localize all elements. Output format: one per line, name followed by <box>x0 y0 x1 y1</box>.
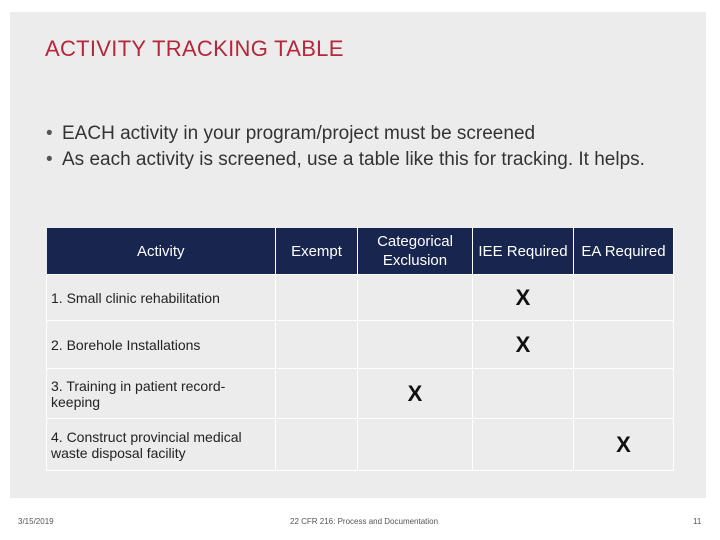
iee-required-cell <box>473 419 574 471</box>
ea-required-cell <box>574 275 674 321</box>
table-row <box>47 321 674 369</box>
bullet-list <box>46 121 686 173</box>
categorical-exclusion-cell <box>358 321 473 369</box>
header-exempt: Exempt <box>276 228 358 275</box>
categorical-exclusion-cell <box>358 275 473 321</box>
activity-tracking-table <box>46 228 674 471</box>
header-ea-required: EA Required <box>574 228 674 275</box>
activity-cell: 1. Small clinic rehabilitation <box>47 275 276 321</box>
exempt-cell <box>276 275 358 321</box>
activity-cell: 3. Training in patient record-keeping <box>47 369 276 419</box>
bullet-item: • EACH activity in your program/project must be screened <box>46 121 686 147</box>
header-activity: Activity <box>47 228 276 275</box>
iee-required-cell: X <box>473 275 574 321</box>
activity-cell: 4. Construct provincial medical waste disposal facility <box>47 419 276 471</box>
table-row <box>47 275 674 321</box>
table-header-row <box>47 228 674 275</box>
categorical-exclusion-cell: X <box>358 369 473 419</box>
slide-title: ACTIVITY TRACKING TABLE <box>45 36 344 61</box>
ea-required-cell: X <box>574 419 674 471</box>
activity-cell: 2. Borehole Installations <box>47 321 276 369</box>
exempt-cell <box>276 321 358 369</box>
table-row <box>47 369 674 419</box>
categorical-exclusion-cell <box>358 419 473 471</box>
header-iee-required: IEE Required <box>473 228 574 275</box>
exempt-cell <box>276 419 358 471</box>
footer-title: 22 CFR 216: Process and Documentation <box>290 517 439 526</box>
iee-required-cell: X <box>473 321 574 369</box>
ea-required-cell <box>574 321 674 369</box>
footer-date: 3/15/2019 <box>18 517 54 526</box>
page-number: 11 <box>693 517 702 526</box>
exempt-cell <box>276 369 358 419</box>
bullet-item: • As each activity is screened, use a table like this for tracking. It helps. <box>46 147 686 173</box>
iee-required-cell <box>473 369 574 419</box>
table-row <box>47 419 674 471</box>
header-categorical-exclusion: Categorical Exclusion <box>358 228 473 275</box>
ea-required-cell <box>574 369 674 419</box>
